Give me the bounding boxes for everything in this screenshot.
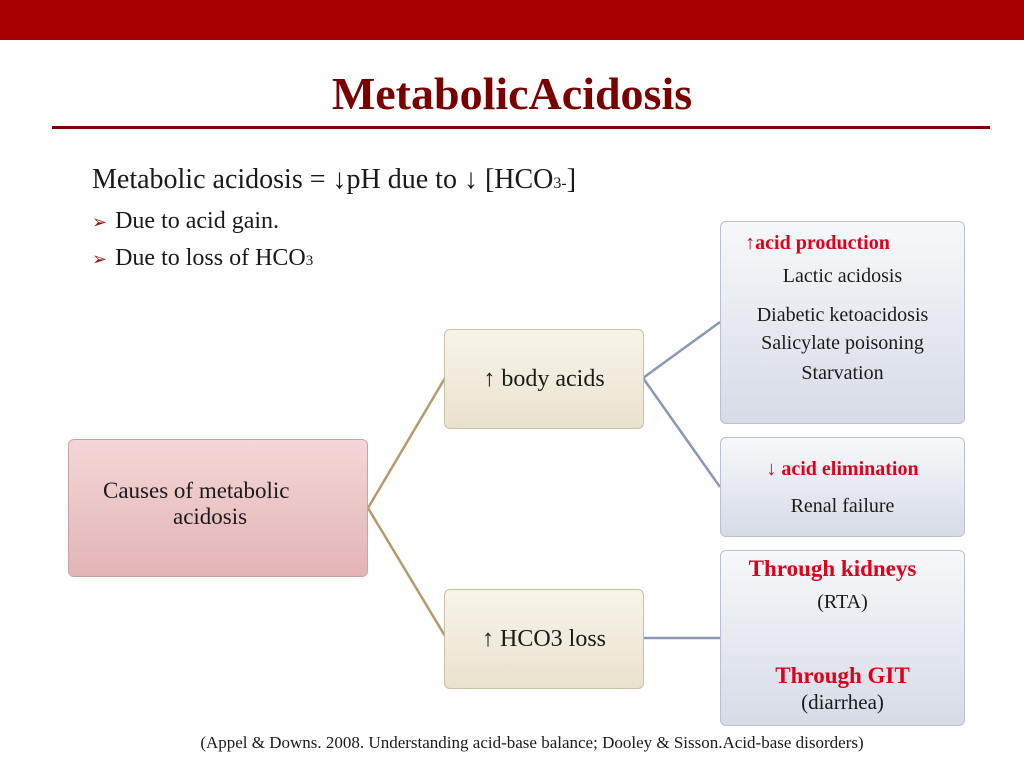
root-node <box>68 439 368 577</box>
through-kidneys-heading: Through kidneys <box>748 556 917 581</box>
connector-root-to-hco3-loss <box>368 508 445 636</box>
connector-body-acids-to-elimination <box>643 378 720 487</box>
arrow-bullet-icon: ➢ <box>92 249 108 269</box>
acid-production-heading: ↑acid production <box>745 232 890 254</box>
connector-body-acids-to-production <box>643 322 720 378</box>
definition-end: ] <box>566 164 577 195</box>
production-item: Salicylate poisoning <box>761 332 924 354</box>
root-label-line1: Causes of metabolic <box>103 478 290 503</box>
acid-elimination-heading: ↓ acid elimination <box>766 458 919 480</box>
acid-production-node <box>720 221 965 424</box>
root-label-line2: acidosis <box>173 504 248 529</box>
acid-elimination-node <box>720 437 965 537</box>
bullet-text: Due to acid gain. <box>115 208 280 234</box>
bullet-subscript: 3 <box>305 253 314 269</box>
through-git-heading: Through GIT <box>775 663 910 688</box>
definition-subscript: 3- <box>553 175 567 192</box>
bullet-text: Due to loss of HCO <box>115 245 306 271</box>
body-acids-label: ↑ body acids <box>483 365 605 392</box>
hco3-loss-detail-node <box>720 550 965 726</box>
definition-text: Metabolic acidosis = ↓pH due to ↓ [HCO <box>92 164 554 195</box>
elimination-item: Renal failure <box>790 495 895 517</box>
production-item: Diabetic ketoacidosis <box>756 304 929 326</box>
hco3-loss-node <box>444 589 644 689</box>
git-item: (diarrhea) <box>801 690 884 714</box>
production-item: Lactic acidosis <box>782 265 903 287</box>
arrow-bullet-icon: ➢ <box>92 212 108 232</box>
body-acids-node <box>444 329 644 429</box>
hco3-loss-label: ↑ HCO3 loss <box>481 625 607 652</box>
production-item: Starvation <box>801 362 884 384</box>
slide-title: MetabolicAcidosis <box>331 68 693 119</box>
citation-footnote: (Appel & Downs. 2008. Understanding acid-base balance; Dooley & Sisson.Acid-base disorders) <box>200 733 864 752</box>
connector-root-to-body-acids <box>368 378 445 508</box>
kidneys-item: (RTA) <box>817 591 868 613</box>
